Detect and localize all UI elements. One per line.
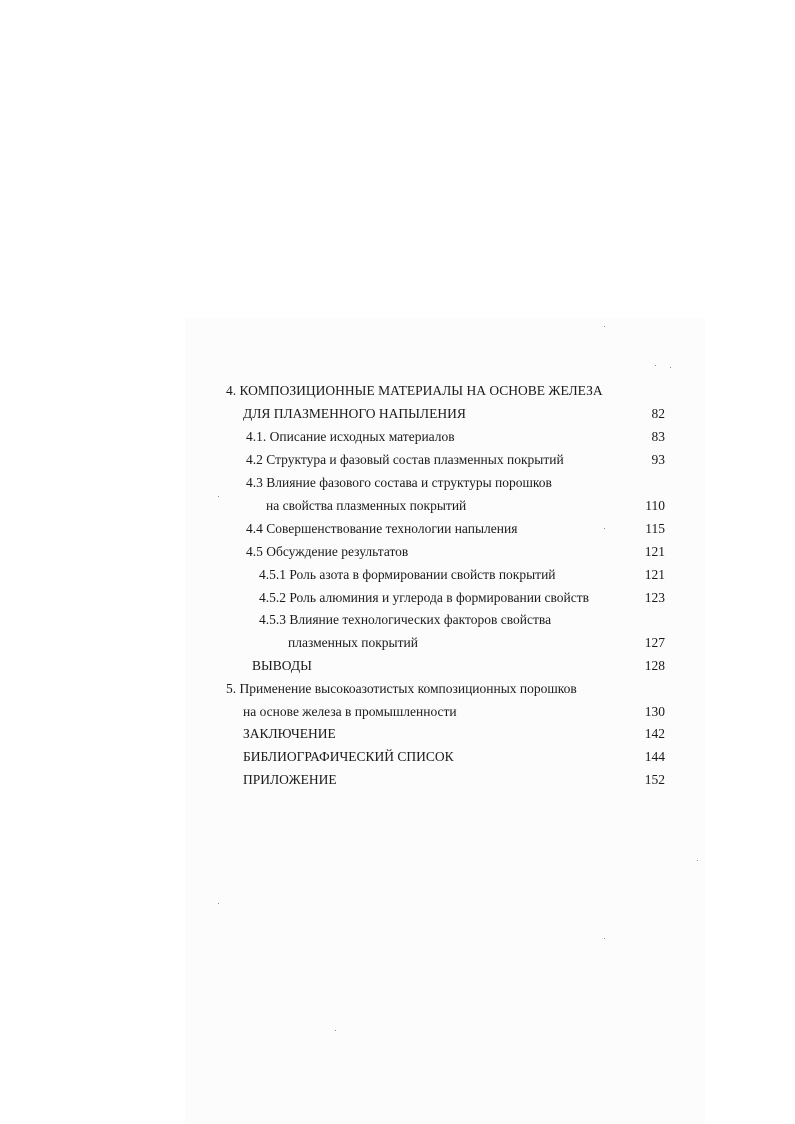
toc-entry-text: на основе железа в промышленности (243, 704, 457, 719)
toc-page-number: 128 (644, 658, 665, 673)
toc-entry-text: 4.5.2 Роль алюминия и углерода в формировании свойств (259, 590, 590, 605)
scan-speck (218, 496, 219, 497)
toc-page-number: 152 (644, 772, 665, 787)
toc-page-number: 115 (645, 521, 665, 536)
scan-speck (604, 528, 605, 529)
toc-entry-text: ВЫВОДЫ (252, 658, 312, 673)
toc-entry-text: 4.5 Обсуждение результатов (246, 544, 409, 559)
toc-entry-text: ДЛЯ ПЛАЗМЕННОГО НАПЫЛЕНИЯ (243, 406, 466, 421)
toc-entry-text: ЗАКЛЮЧЕНИЕ (243, 726, 336, 741)
toc-page-number: 144 (644, 749, 665, 764)
scan-speck (670, 367, 671, 368)
toc-entry-text: 4.3 Влияние фазового состава и структуры порошков (246, 475, 552, 490)
toc-page-number: 130 (644, 704, 665, 719)
toc-page-number: 83 (651, 429, 665, 444)
scan-speck (335, 1030, 336, 1031)
toc-page-number: 93 (651, 452, 665, 467)
toc-entry-text: БИБЛИОГРАФИЧЕСКИЙ СПИСОК (243, 749, 454, 764)
toc-entry-text: 4.4 Совершенствование технологии напыления (246, 521, 518, 536)
toc-page-number: 82 (651, 406, 665, 421)
toc-entry-text: ПРИЛОЖЕНИЕ (243, 772, 337, 787)
toc-entry-text: плазменных покрытий (288, 635, 418, 650)
toc-entry-text: 4.5.1 Роль азота в формировании свойств покрытий (259, 567, 556, 582)
toc-entry-text: 4.2 Структура и фазовый состав плазменных покрытий (246, 452, 564, 467)
toc-page-number: 121 (644, 567, 665, 582)
scan-speck (604, 326, 605, 327)
scan-speck (604, 938, 605, 939)
scan-speck (655, 365, 656, 366)
toc-entry-text: 4.1. Описание исходных материалов (246, 429, 455, 444)
toc-entry-text: 5. Применение высокоазотистых композиционных порошков (226, 681, 577, 696)
toc-entry-text: 4. КОМПОЗИЦИОННЫЕ МАТЕРИАЛЫ НА ОСНОВЕ ЖЕЛЕЗА (226, 383, 603, 398)
toc-page-number: 127 (644, 635, 665, 650)
scan-speck (697, 860, 698, 861)
toc-page-number: 142 (644, 726, 665, 741)
toc-page-number: 121 (644, 544, 665, 559)
toc-page-number: 123 (644, 590, 665, 605)
toc-entry-text: на свойства плазменных покрытий (266, 498, 467, 513)
toc-page-number: 110 (645, 498, 665, 513)
scan-speck (218, 903, 219, 904)
toc-entry-text: 4.5.3 Влияние технологических факторов свойства (259, 612, 552, 627)
